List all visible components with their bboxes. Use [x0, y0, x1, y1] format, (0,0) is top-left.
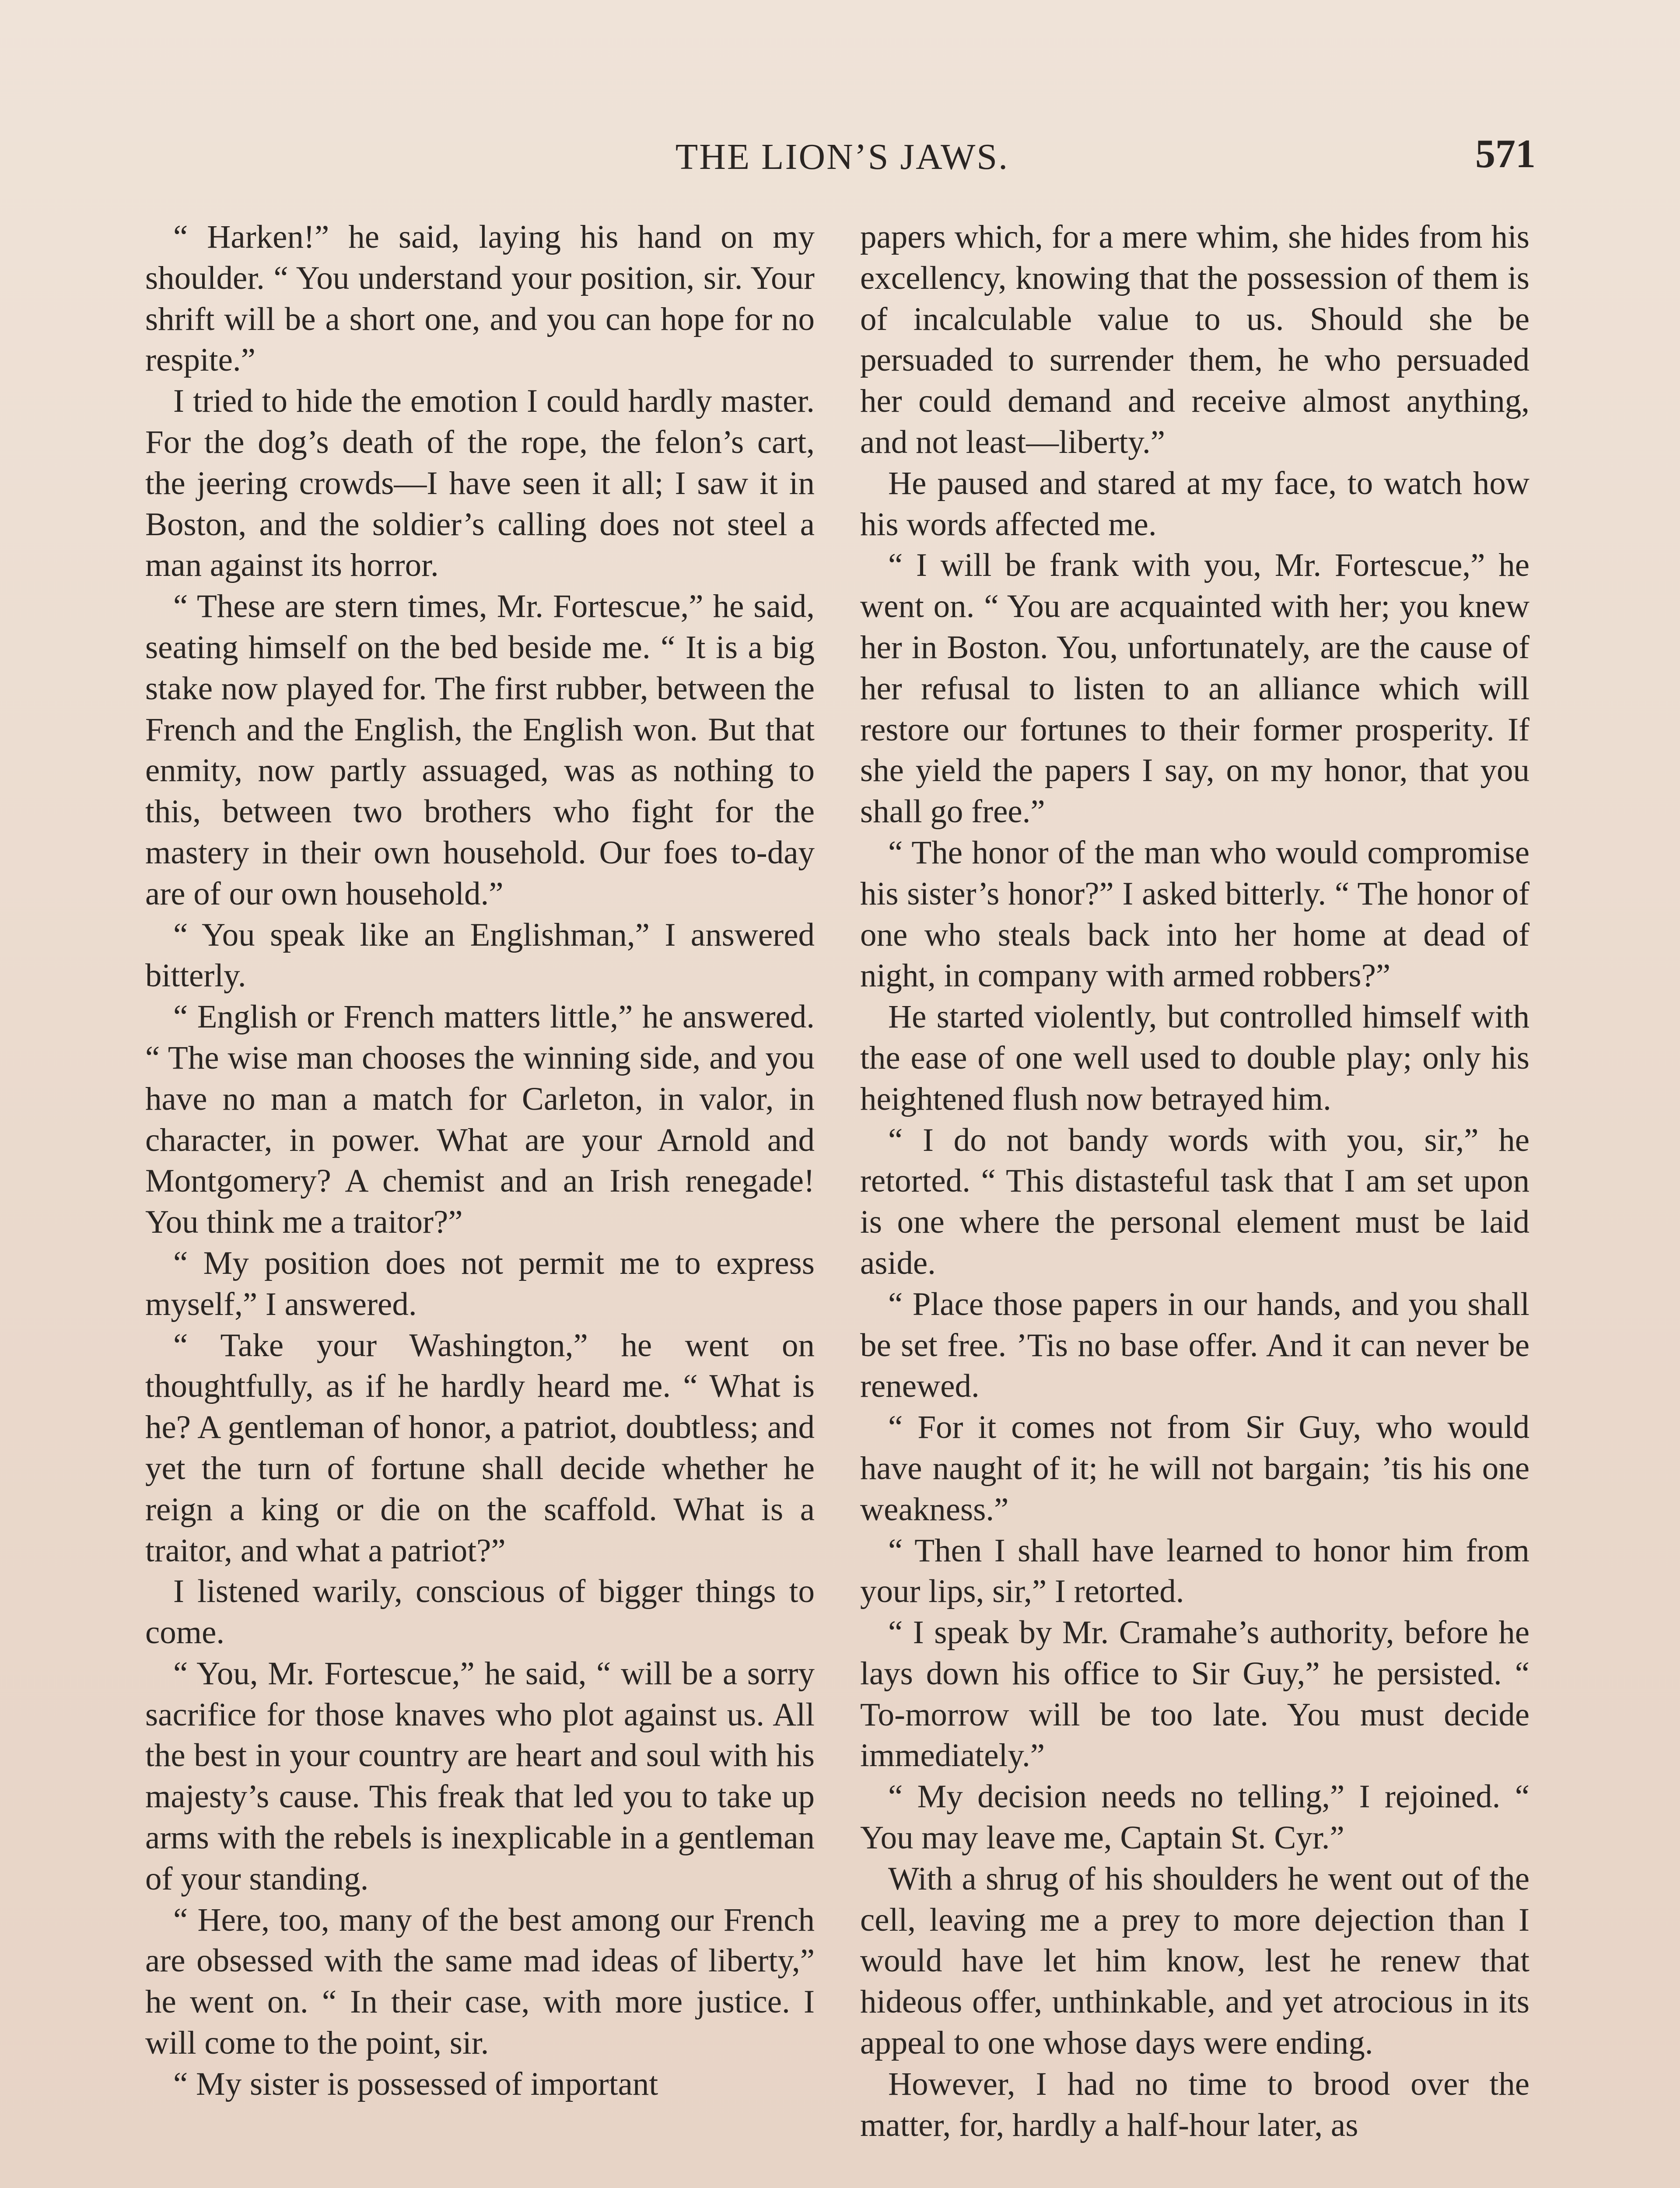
paragraph: I listened warily, conscious of bigger things to come. — [145, 1573, 815, 1651]
paragraph: With a shrug of his shoulders he went out of the cell, leaving me a prey to more dejection than I would have let him know, lest he renew that hideous offer, unthinkable, and yet atrocious in its appeal to one whose days were ending. — [860, 1860, 1530, 2062]
left-column — [145, 217, 815, 2105]
paragraph: “ The honor of the man who would compromise his sister’s honor?” I asked bitterly. “ The honor of one who steals back into her home at dead of night, in company with armed robbers?” — [860, 834, 1530, 994]
paragraph: “ For it comes not from Sir Guy, who would have naught of it; he will not bargain; ’tis his one weakness.” — [860, 1409, 1530, 1528]
right-column — [860, 217, 1530, 2146]
paragraph-continued: papers which, for a mere whim, she hides from his excellency, knowing that the possession of them is of incalculable value to us. Should she be persuaded to surrender them, he who persuaded her could demand and receive almost anything, and not least—liberty.” — [860, 219, 1530, 460]
paragraph: “ You, Mr. Fortescue,” he said, “ will be a sorry sacrifice for those knaves who plot against us. All the best in your country are heart and soul with his majesty’s cause. This freak that led you to take up arms with the rebels is inexplicable in a gentleman of your standing. — [145, 1655, 815, 1897]
paragraph: He paused and stared at my face, to watch how his words affected me. — [860, 465, 1530, 543]
paragraph: “ I speak by Mr. Cramahe’s authority, before he lays down his office to Sir Guy,” he persisted. “ To-morrow will be too late. You must decide immediately.” — [860, 1614, 1530, 1774]
page-header — [149, 127, 1536, 188]
paragraph: “ Then I shall have learned to honor him from your lips, sir,” I retorted. — [860, 1532, 1530, 1610]
paragraph: “ You speak like an Englishman,” I answered bitterly. — [145, 916, 815, 994]
paragraph: “ Harken!” he said, laying his hand on my shoulder. “ You understand your position, sir. Your shrift will be a short one, and you can hope for no respite.” — [145, 219, 815, 379]
paragraph: “ I do not bandy words with you, sir,” he retorted. “ This distasteful task that I am set upon is one where the personal element must be laid aside. — [860, 1122, 1530, 1281]
paragraph: “ Place those papers in our hands, and you shall be set free. ’Tis no base offer. And it can never be renewed. — [860, 1286, 1530, 1405]
running-title: THE LION’S JAWS. — [675, 137, 1009, 177]
paragraph: “ I will be frank with you, Mr. Fortescue,” he went on. “ You are acquainted with her; you knew her in Boston. You, unfortunately, are the cause of her refusal to listen to an alliance which will restore our fortunes to their former prosperity. If she yield the papers I say, on my honor, that you shall go free.” — [860, 547, 1530, 830]
paragraph: I tried to hide the emotion I could hardly master. For the dog’s death of the rope, the felon’s cart, the jeering crowds—I have seen it all; I saw it in Boston, and the soldier’s calling does not steel a man against its horror. — [145, 383, 815, 584]
paragraph: “ My position does not permit me to express myself,” I answered. — [145, 1245, 815, 1322]
paragraph: He started violently, but controlled himself with the ease of one well used to double play; only his heightened flush now betrayed him. — [860, 999, 1530, 1117]
paragraph: However, I had no time to brood over the matter, for, hardly a half-hour later, as — [860, 2065, 1530, 2143]
paragraph: “ English or French matters little,” he answered. “ The wise man chooses the winning side, and you have no man a match for Carleton, in valor, in character, in power. What are your Arnold and Montgomery? A chemist and an Irish renegade! You think me a traitor?” — [145, 999, 815, 1241]
page-number: 571 — [1475, 131, 1536, 176]
paragraph: “ Take your Washington,” he went on thoughtfully, as if he hardly heard me. “ What is he? A gentleman of honor, a patriot, doubtless; and yet the turn of fortune shall decide whether he reign a king or die on the scaffold. What is a traitor, and what a patriot?” — [145, 1327, 815, 1569]
paragraph: “ My sister is possessed of important — [173, 2065, 658, 2102]
paragraph: “ These are stern times, Mr. Fortescue,” he said, seating himself on the bed beside me. “ It is a big stake now played for. The first rubber, between the French and the English, the English won. But that enmity, now partly assuaged, was as nothing to this, between two brothers who fight for the mastery in their own household. Our foes to-day are of our own household.” — [145, 588, 815, 912]
paragraph: “ My decision needs no telling,” I rejoined. “ You may leave me, Captain St. Cyr.” — [860, 1778, 1530, 1856]
paragraph: “ Here, too, many of the best among our French are obsessed with the same mad ideas of liberty,” he went on. “ In their case, with more justice. I will come to the point, sir. — [145, 1901, 815, 2062]
